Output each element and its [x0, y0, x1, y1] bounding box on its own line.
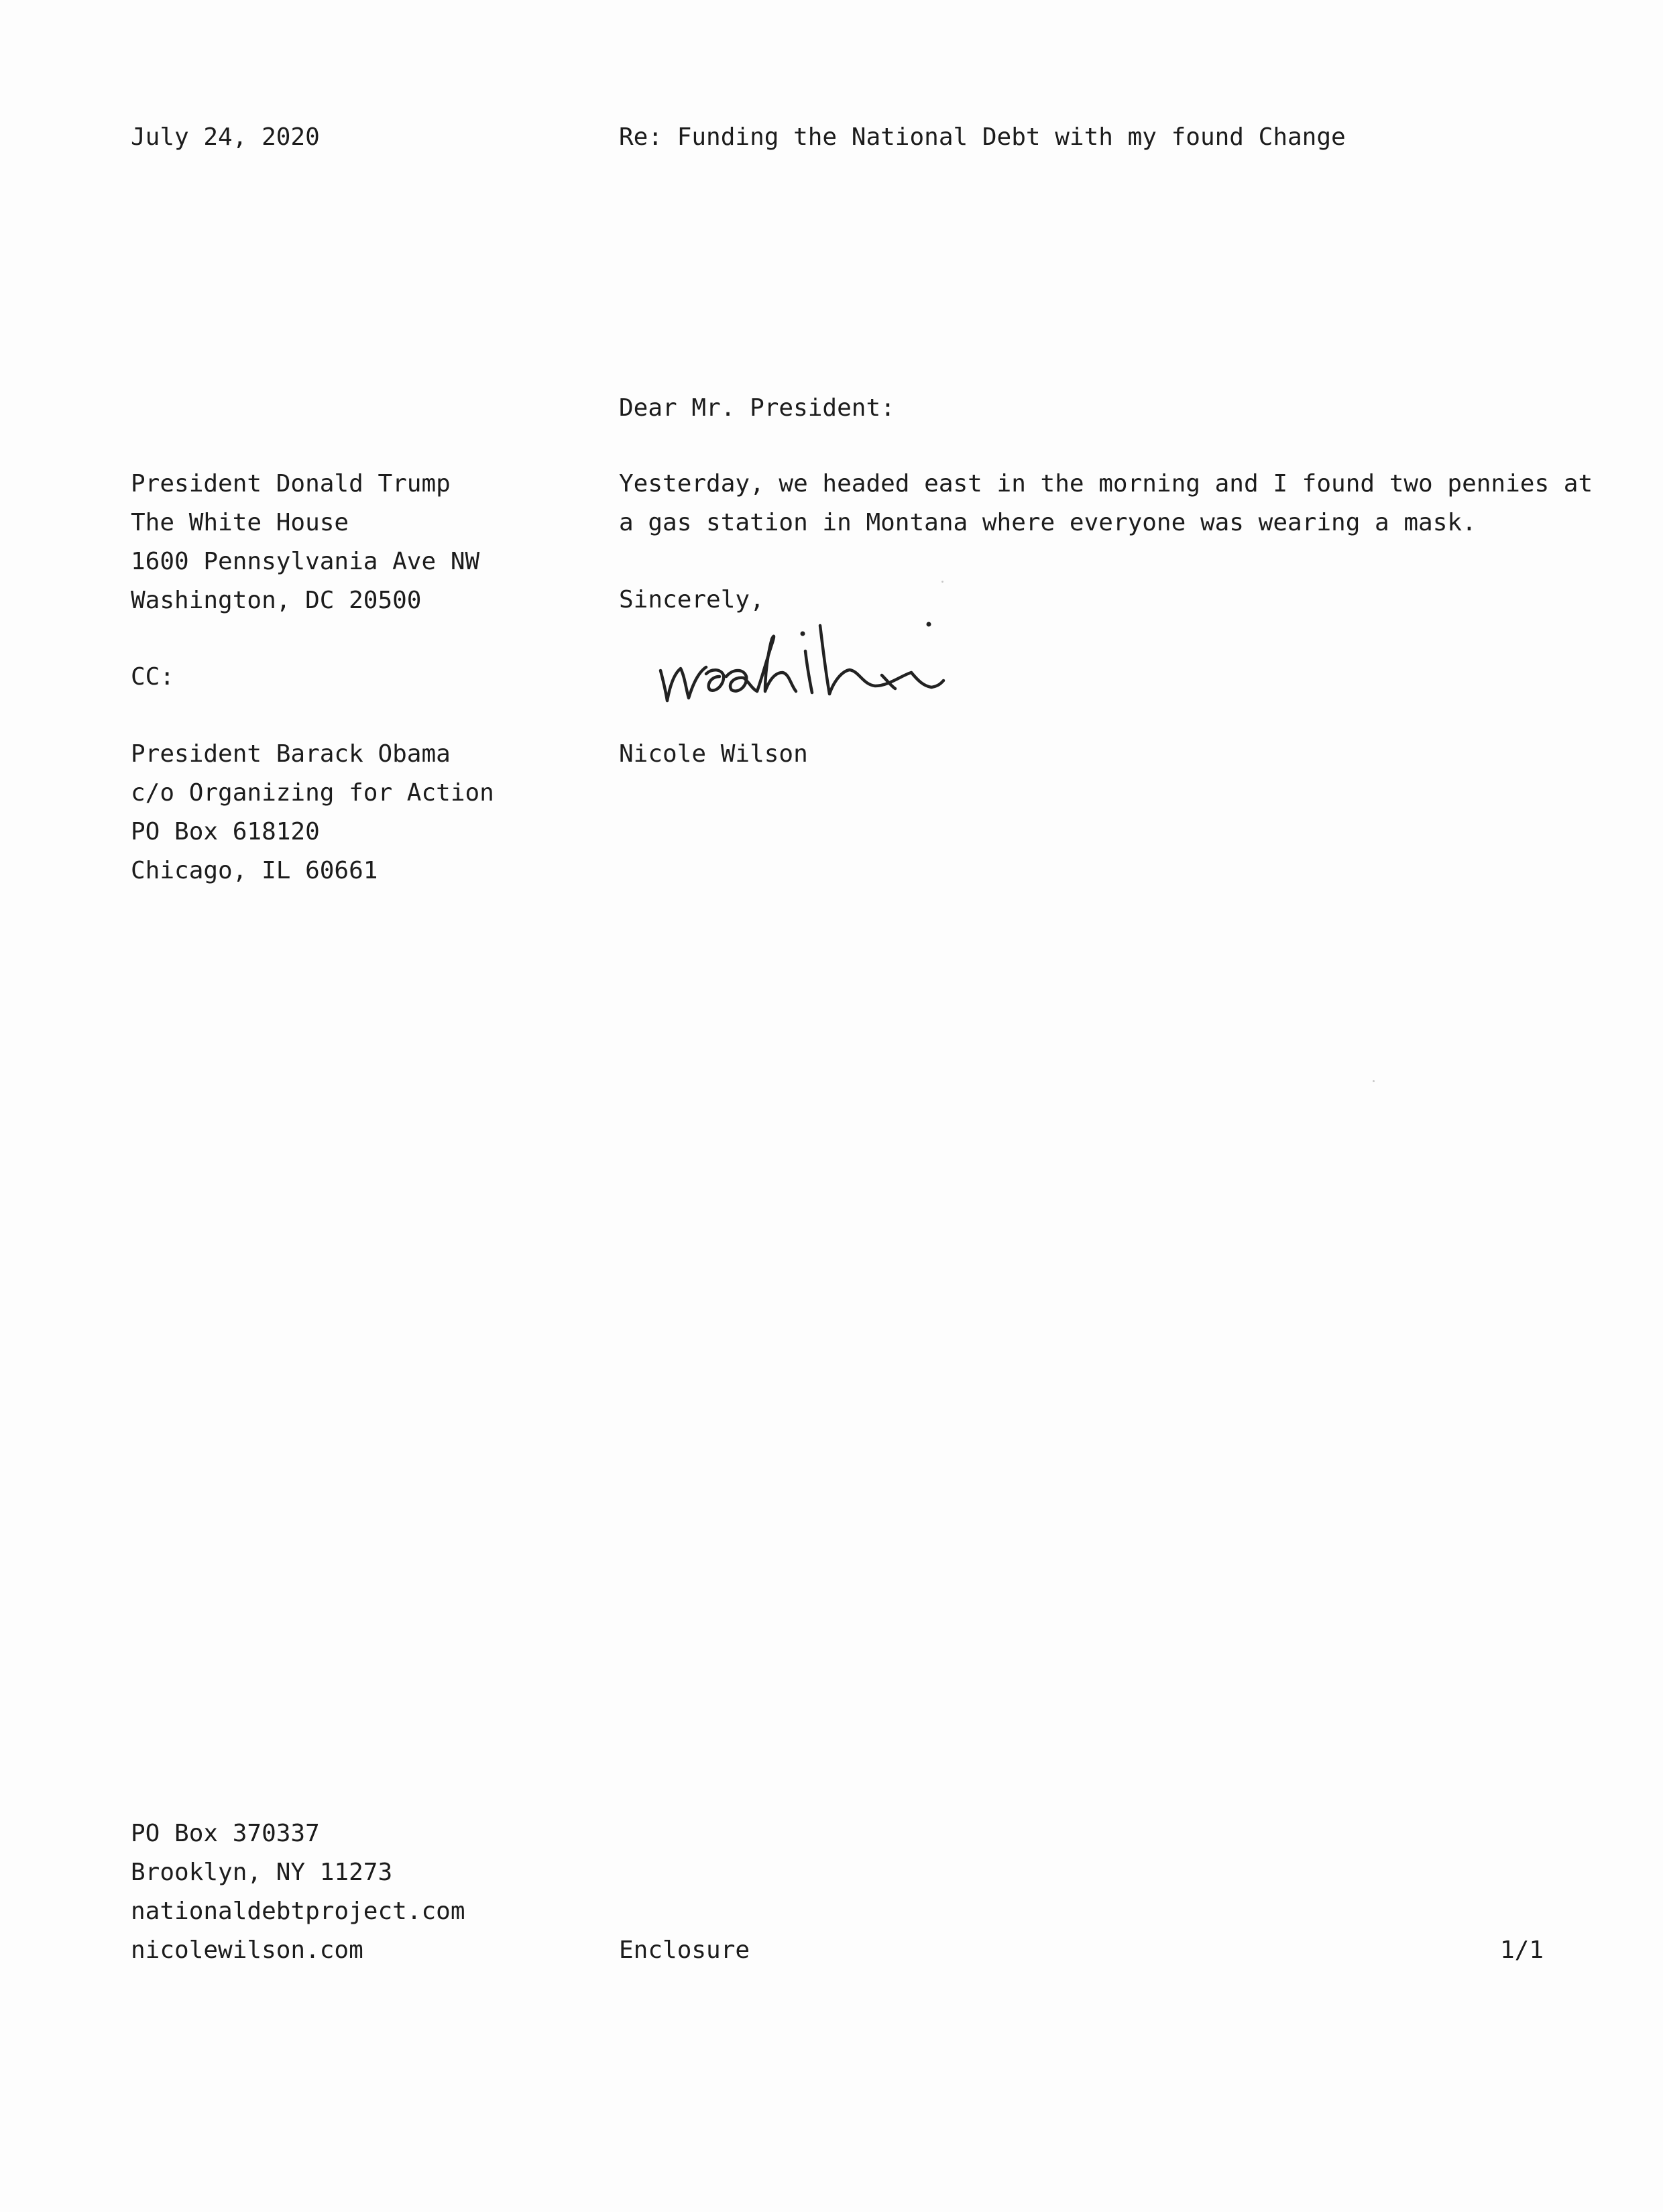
letter-date: July 24, 2020: [131, 123, 320, 151]
body-line: a gas station in Montana where everyone was wearing a mask.: [619, 509, 1477, 536]
salutation: Dear Mr. President:: [619, 394, 895, 422]
footer-address: [131, 1814, 465, 1970]
cc-recipient-line: PO Box 618120: [131, 818, 320, 846]
footer-address-line: Brooklyn, NY 11273: [131, 1859, 393, 1886]
recipient-line: The White House: [131, 509, 349, 536]
cc-recipient-address: [131, 735, 494, 890]
closing: Sincerely,: [619, 586, 764, 614]
cc-recipient-line: President Barack Obama: [131, 740, 451, 768]
sender-name: Nicole Wilson: [619, 740, 808, 768]
letter-subject: Re: Funding the National Debt with my found Change: [619, 123, 1346, 151]
cc-recipient-line: Chicago, IL 60661: [131, 857, 378, 884]
recipient-line: 1600 Pennsylvania Ave NW: [131, 548, 480, 575]
cc-recipient-line: c/o Organizing for Action: [131, 779, 494, 807]
recipient-line: Washington, DC 20500: [131, 587, 422, 614]
cc-label: CC:: [131, 663, 175, 691]
recipient-line: President Donald Trump: [131, 470, 451, 498]
footer-address-line: nationaldebtproject.com: [131, 1898, 465, 1925]
letter-body: [619, 465, 1593, 542]
signature-image: [654, 607, 969, 721]
scan-speck: [1373, 1080, 1375, 1082]
page-number: 1/1: [1499, 1936, 1544, 1964]
body-line: Yesterday, we headed east in the morning and I found two pennies at: [619, 470, 1593, 498]
scan-speck: [941, 581, 943, 583]
recipient-address: [131, 465, 479, 620]
footer-address-line: PO Box 370337: [131, 1820, 320, 1847]
footer-address-line: nicolewilson.com: [131, 1936, 363, 1964]
enclosure-note: Enclosure: [619, 1936, 750, 1964]
